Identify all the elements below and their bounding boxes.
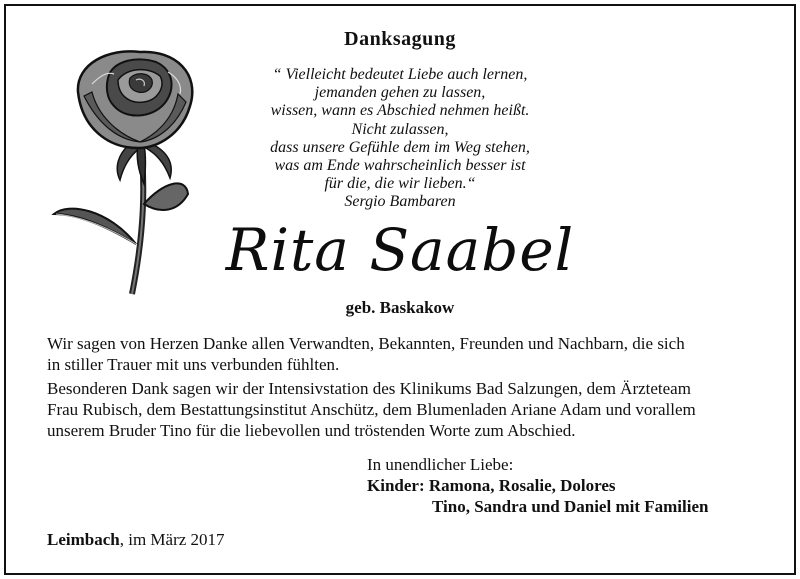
- family-line-children: Kinder: Ramona, Rosalie, Dolores: [367, 476, 616, 495]
- quote-line: “ Vielleicht bedeutet Liebe auch lernen,: [272, 66, 528, 83]
- quote-line: wissen, wann es Abschied nehmen heißt.: [270, 102, 530, 120]
- poem-quote: [230, 66, 570, 212]
- place: Leimbach: [47, 530, 120, 549]
- quote-author: Sergio Bambaren: [344, 193, 456, 211]
- closing-phrase: In unendlicher Liebe:: [367, 455, 514, 474]
- quote-line: jemanden gehen zu lassen,: [314, 84, 486, 102]
- quote-line: was am Ende wahrscheinlich besser ist: [274, 157, 526, 175]
- quote-line: dass unsere Gefühle dem im Weg stehen,: [270, 138, 530, 156]
- heading: Danksagung: [344, 28, 456, 50]
- family-line-others: Tino, Sandra und Daniel mit Familien: [432, 497, 709, 516]
- date: , im März 2017: [119, 530, 225, 549]
- quote-line: für die, die wir lieben.“: [324, 175, 476, 193]
- paragraph-line: Wir sagen von Herzen Danke allen Verwandten, Bekannten, Freunden und Nachbarn, die sich: [47, 334, 685, 353]
- paragraph-line: in stiller Trauer mit uns verbunden fühlten.: [47, 355, 340, 374]
- paragraph-line: Besonderen Dank sagen wir der Intensivstation des Klinikums Bad Salzungen, dem Ärzteteam: [47, 379, 691, 398]
- paragraph-line: unserem Bruder Tino für die liebevollen und tröstenden Worte zum Abschied.: [47, 421, 576, 440]
- special-thanks-paragraph: [47, 378, 767, 441]
- deceased-name: Rita Saabel: [225, 216, 575, 284]
- paragraph-line: Frau Rubisch, dem Bestattungsinstitut Anschütz, dem Blumenladen Ariane Adam und vorallem: [47, 400, 696, 419]
- maiden-name: geb. Baskakow: [345, 298, 455, 317]
- thanks-paragraph: [47, 333, 767, 375]
- quote-line: Nicht zulassen,: [351, 120, 449, 138]
- place-date: [47, 530, 225, 550]
